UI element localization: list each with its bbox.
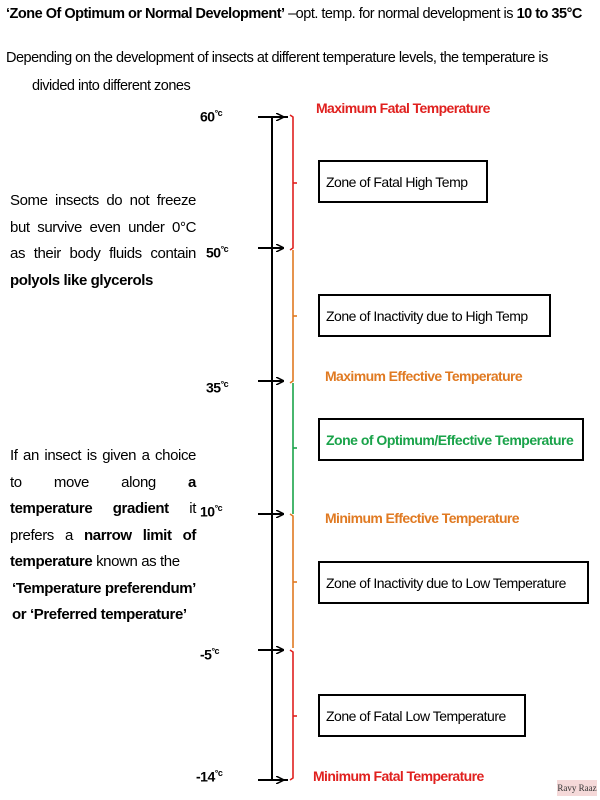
- gradient-note: If an insect is given a choice to move along a temperature gradient it prefers a narrow limit of temperature known as the ‘Temperature preferendum’ or ‘Preferred temperature’: [10, 447, 196, 623]
- tick-minus5: $-5^{^\circ c}$: [200, 646, 220, 663]
- title-unit: °C: [566, 6, 582, 22]
- bracket-line: [272, 117, 288, 780]
- zone-optimum: Zone of Optimum/Effective Temperature: [318, 418, 584, 461]
- credit-badge: Ravy Raaz: [557, 780, 597, 796]
- subtitle-line-1: Depending on the development of insects at different temperature levels, the temperature is: [6, 50, 548, 66]
- zone-fatal-low: Zone of Fatal Low Temperature: [318, 694, 526, 737]
- tick-10: $10^{^\circ c}$: [200, 503, 223, 520]
- max-fatal-label: Maximum Fatal Temperature: [316, 100, 490, 116]
- zone-inactivity-low: Zone of Inactivity due to Low Temperature: [318, 561, 589, 604]
- inactivity-high-segment: [290, 250, 297, 383]
- freeze-note: Some insects do not freeze but survive even under 0°C as their body fluids contain polyols like glycerols: [10, 192, 196, 289]
- tick-35: $35^{^\circ c}$: [206, 379, 229, 396]
- zone-fatal-high: Zone of Fatal High Temp: [318, 160, 488, 203]
- title-bold: ‘Zone Of Optimum or Normal Development’: [6, 6, 285, 22]
- tick-minus14: $-14^{^\circ c}$: [196, 768, 223, 785]
- title-rest: –opt. temp. for normal development is: [284, 6, 517, 22]
- subtitle-line-2: divided into different zones: [32, 78, 191, 94]
- tick-60: $60^{^\circ c}$: [200, 108, 223, 125]
- tick-50: $50^{^\circ c}$: [206, 244, 229, 261]
- min-fatal-label: Minimum Fatal Temperature: [313, 768, 484, 784]
- max-effective-label: Maximum Effective Temperature: [325, 368, 523, 384]
- zone-inactivity-high: Zone of Inactivity due to High Temp: [318, 294, 551, 337]
- optimum-segment: [293, 383, 297, 514]
- inactivity-low-segment: [290, 514, 297, 648]
- fatal-low-segment: [290, 650, 297, 780]
- title-range: 10 to 35: [516, 6, 567, 22]
- fatal-high-segment: [290, 115, 297, 250]
- min-effective-label: Minimum Effective Temperature: [325, 510, 519, 526]
